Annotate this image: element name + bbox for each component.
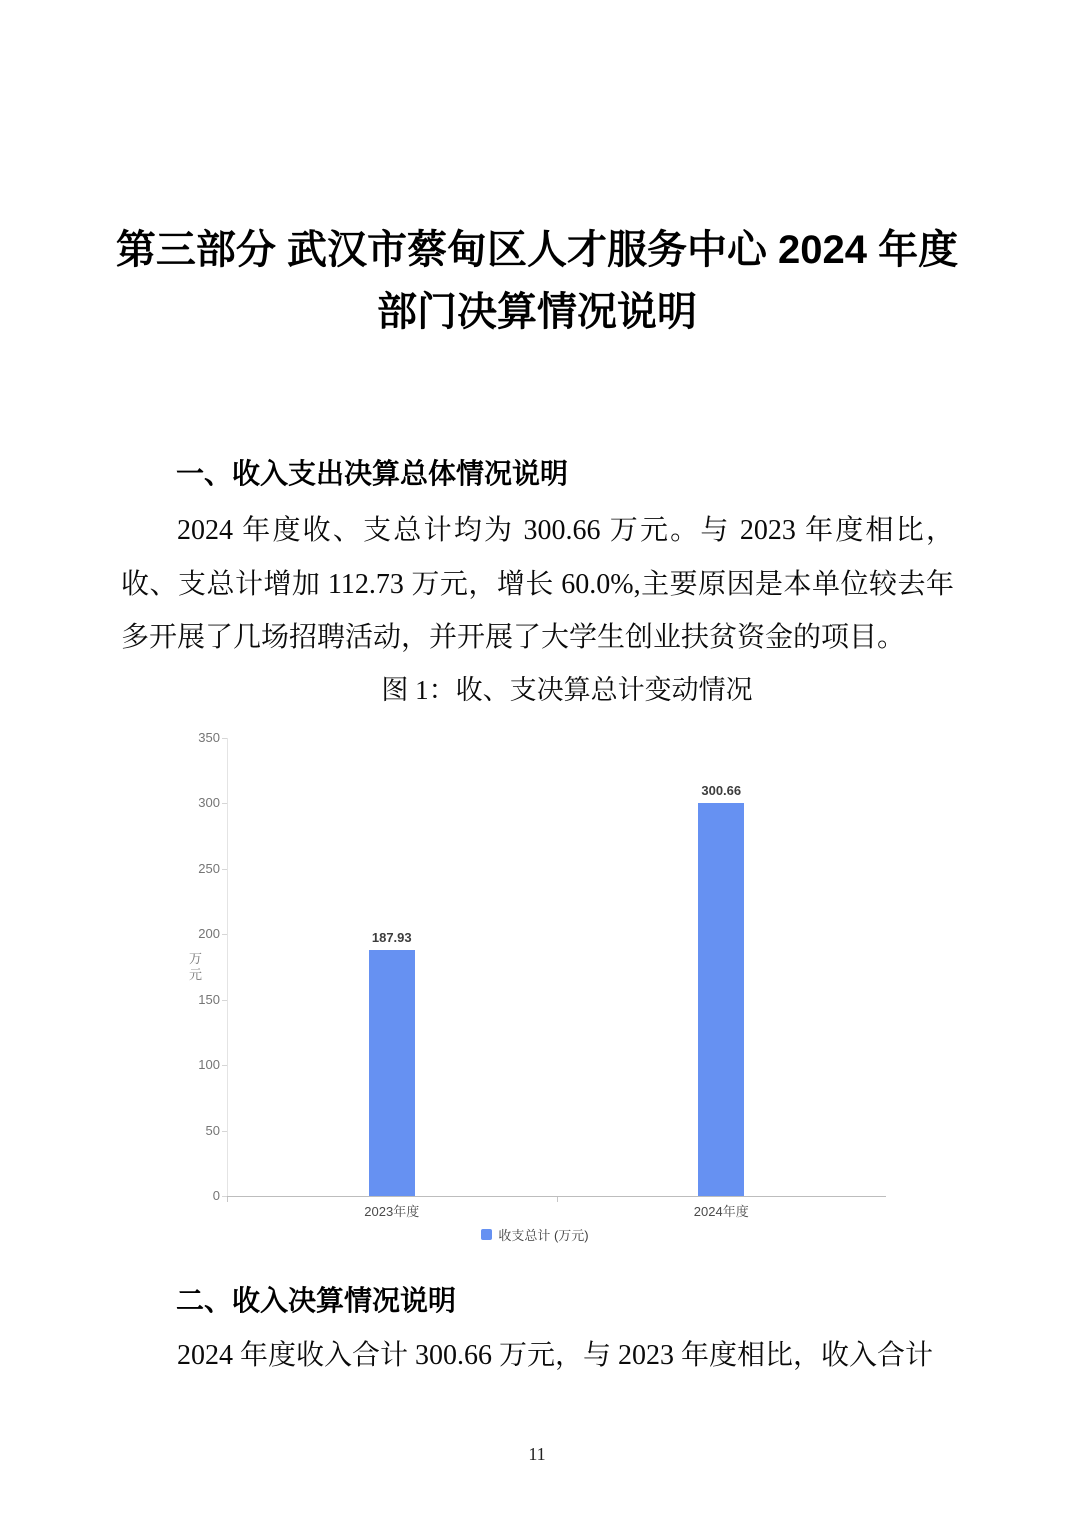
paragraph-income-expense-overview: 2024 年度收、支总计均为 300.66 万元。与 2023 年度相比，收、支总计增加 112.73 万元，增长 60.0%,主要原因是本单位较去年多开展了几场招聘活动，并开展了大学生创业扶贫资金的项目。 — [121, 515, 954, 653]
page-number: 11 — [528, 1444, 546, 1464]
y-tick-label: 50 — [205, 1122, 220, 1138]
y-tick-mark — [222, 803, 227, 804]
y-tick-label: 150 — [198, 991, 220, 1007]
document-title-line1: 第三部分 武汉市蔡甸区人才服务中心 2024 年度 — [115, 228, 959, 272]
y-tick-label: 350 — [198, 730, 220, 745]
x-axis-tick — [557, 1197, 558, 1202]
y-tick-label: 0 — [212, 1188, 220, 1203]
y-tick-mark — [222, 1065, 227, 1066]
y-axis-line — [227, 738, 228, 1196]
legend-swatch — [481, 1229, 492, 1240]
y-tick-mark — [222, 738, 227, 739]
bar-value-label: 187.93 — [371, 930, 412, 946]
bar — [369, 950, 415, 1196]
chart-legend — [180, 1225, 890, 1244]
y-tick-mark — [222, 1131, 227, 1132]
y-tick-label: 200 — [198, 926, 220, 942]
y-tick-label: 300 — [198, 795, 220, 811]
x-axis-tick — [227, 1197, 228, 1202]
paragraph-income-statement: 2024 年度收入合计 300.66 万元，与 2023 年度相比，收入合计 — [177, 1340, 934, 1371]
y-tick-label: 250 — [198, 860, 220, 876]
figure-caption: 图 1：收、支决算总计变动情况 — [381, 675, 753, 705]
y-axis-unit-label: 万元 — [188, 951, 202, 982]
x-category-label: 2023年度 — [364, 1204, 420, 1219]
y-tick-mark — [222, 869, 227, 870]
y-tick-mark — [222, 1000, 227, 1001]
document-title-line2: 部门决算情况说明 — [377, 290, 697, 334]
bar-value-label: 300.66 — [701, 782, 742, 798]
legend-label: 收支总计 (万元) — [498, 1228, 589, 1243]
section-heading-income-expense-overview: 一、收入支出决算总体情况说明 — [176, 458, 569, 489]
document-title — [0, 219, 1074, 343]
section-heading-income-statement: 二、收入决算情况说明 — [176, 1285, 457, 1316]
bar — [698, 803, 744, 1196]
x-category-label: 2024年度 — [693, 1204, 749, 1219]
bar-chart — [180, 720, 890, 1265]
y-tick-label: 100 — [198, 1057, 220, 1073]
y-tick-mark — [222, 934, 227, 935]
